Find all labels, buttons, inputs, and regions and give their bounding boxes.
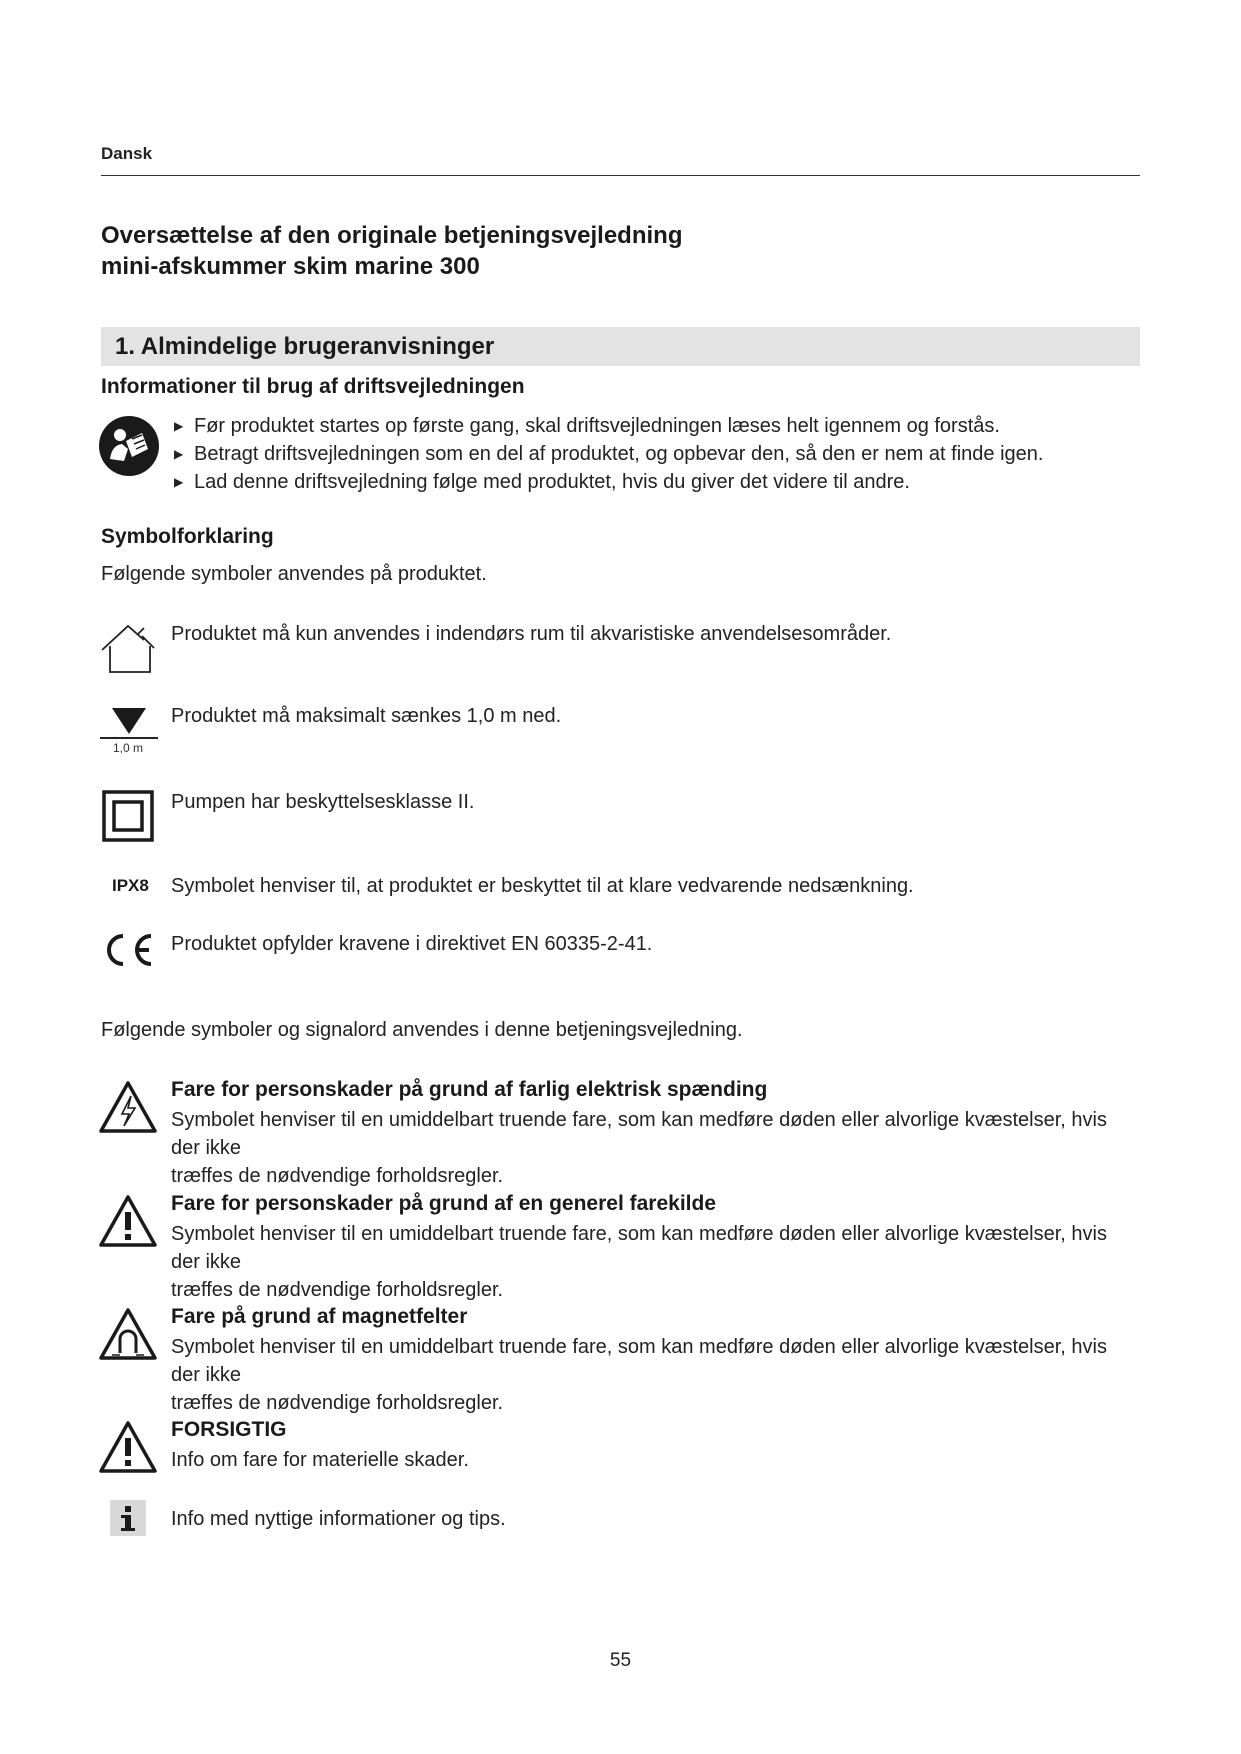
warning-title: Fare på grund af magnetfelter	[171, 1305, 468, 1328]
manual-reader-icon	[98, 415, 160, 477]
usage-heading: Informationer til brug af driftsvejledningen	[101, 375, 525, 398]
info-text: Info med nyttige informationer og tips.	[171, 1508, 506, 1530]
page-number: 55	[609, 1650, 632, 1671]
info-icon	[110, 1500, 146, 1536]
list-item: ▶ Lad denne driftsvejledning følge med produktet, hvis du giver det videre til andre.	[174, 471, 910, 493]
symbols-intro: Følgende symboler anvendes på produktet.	[101, 563, 487, 585]
page-title	[101, 220, 682, 282]
warning-text: Symbolet henviser til en umiddelbart truende fare, som kan medføre døden eller alvorlige kvæstelser, hvis der ikke træffes de nødvendige forholdsregler.	[171, 1223, 1107, 1301]
depth-triangle-icon	[100, 706, 158, 740]
caution-icon	[98, 1420, 158, 1474]
symbol-text: Produktet må maksimalt sænkes 1,0 m ned.	[171, 705, 562, 727]
symbol-text: Pumpen har beskyttelsesklasse II.	[171, 791, 475, 813]
warning-text: Symbolet henviser til en umiddelbart truende fare, som kan medføre døden eller alvorlige kvæstelser, hvis der ikke træffes de nødvendige forholdsregler.	[171, 1336, 1107, 1414]
symbol-text: Produktet opfylder kravene i direktivet EN 60335-2-41.	[171, 933, 653, 955]
warning-text: Symbolet henviser til en umiddelbart truende fare, som kan medføre døden eller alvorlige kvæstelser, hvis der ikke træffes de nødvendige forholdsregler.	[171, 1109, 1107, 1187]
usage-bullet-list	[172, 412, 1043, 496]
electric-hazard-icon	[98, 1080, 158, 1134]
indoor-house-icon	[98, 620, 158, 676]
section-heading-bar	[101, 327, 1140, 366]
list-item: ▶ Før produktet startes op første gang, skal driftsvejledningen læses helt igennem og forstås.	[174, 415, 1000, 437]
ce-mark-icon	[101, 930, 157, 970]
symbol-text: Symbolet henviser til, at produktet er beskyttet til at klare vedvarende nedsænkning.	[171, 875, 914, 897]
title-line-1: Oversættelse af den originale betjeningsvejledning	[101, 222, 683, 249]
language-label: Dansk	[101, 144, 153, 163]
general-hazard-icon	[98, 1194, 158, 1248]
header-rule	[101, 175, 1140, 176]
title-line-2: mini-afskummer skim marine 300	[101, 253, 480, 280]
depth-label: 1,0 m	[113, 741, 144, 755]
ipx8-label: IPX8	[112, 876, 149, 895]
warning-title: Fare for personskader på grund af en generel farekilde	[171, 1192, 717, 1215]
list-item: ▶ Betragt driftsvejledningen som en del af produktet, og opbevar den, så den er nem at finde igen.	[174, 443, 1044, 465]
warning-text: Info om fare for materielle skader.	[171, 1449, 469, 1471]
symbol-text: Produktet må kun anvendes i indendørs rum til akvaristiske anvendelsesområder.	[171, 623, 892, 645]
signals-intro: Følgende symboler og signalord anvendes i denne betjeningsvejledning.	[101, 1019, 743, 1041]
protection-class-ii-icon	[102, 790, 154, 842]
symbols-heading: Symbolforklaring	[101, 525, 274, 548]
warning-title: Fare for personskader på grund af farlig elektrisk spænding	[171, 1078, 768, 1101]
magnetic-field-icon	[98, 1307, 158, 1361]
section-heading: 1. Almindelige brugeranvisninger	[115, 333, 495, 360]
warning-title: FORSIGTIG	[171, 1418, 287, 1441]
